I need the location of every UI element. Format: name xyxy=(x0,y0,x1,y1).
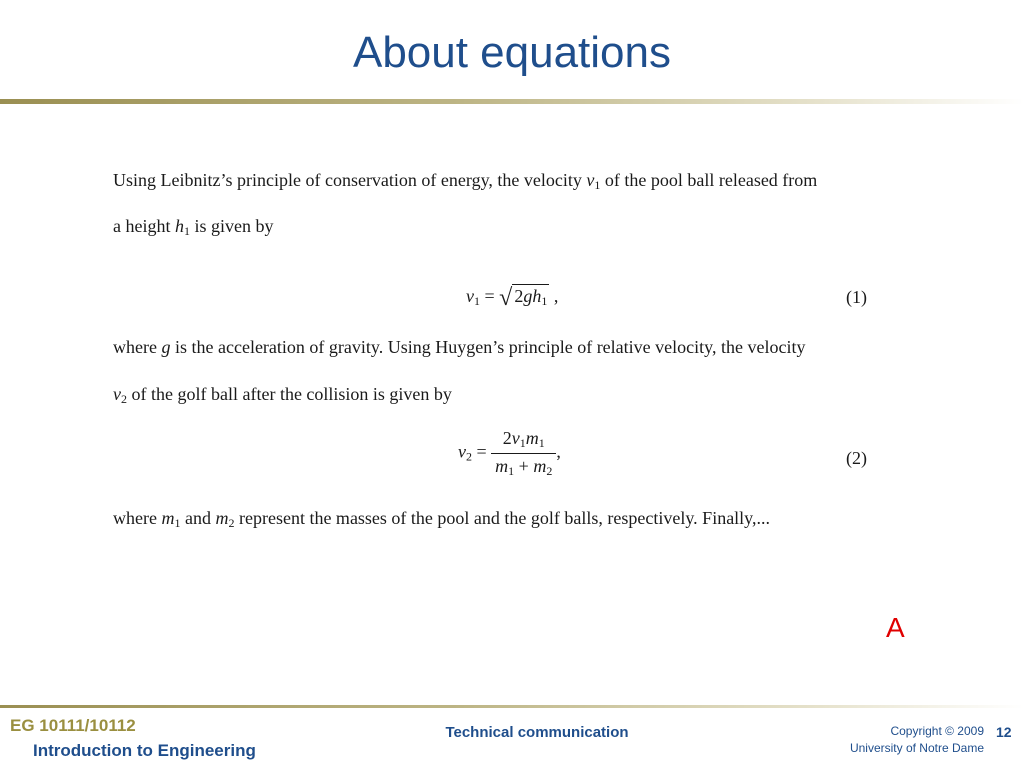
text-segment: of the golf ball after the collision is given by xyxy=(127,384,452,404)
text-segment: Using Leibnitz’s principle of conservation of energy, the velocity xyxy=(113,170,587,190)
equation-2 xyxy=(458,428,561,479)
subscript: 1 xyxy=(508,464,515,478)
footer-divider xyxy=(0,705,1024,708)
variable: v xyxy=(458,441,466,462)
text-segment: a height xyxy=(113,216,175,236)
variable: m xyxy=(525,428,539,448)
subscript: 2 xyxy=(121,392,127,406)
radicand xyxy=(512,284,549,309)
fraction xyxy=(491,428,556,479)
subscript: 1 xyxy=(474,294,480,308)
copyright-line-1: Copyright © 2009 xyxy=(890,724,984,738)
course-code: EG 10111/10112 xyxy=(10,716,136,735)
course-name: Introduction to Engineering xyxy=(33,741,256,760)
slide-title: About equations xyxy=(352,28,672,77)
subscript: 1 xyxy=(183,224,190,238)
copyright-line-2: University of Notre Dame xyxy=(849,741,984,755)
title-divider xyxy=(0,99,1024,104)
copyright xyxy=(850,723,984,757)
subscript: 2 xyxy=(466,449,472,464)
paragraph-1-line-2 xyxy=(113,216,923,239)
text-segment: is the acceleration of gravity. Using Huygen’s principle of relative velocity, the velocity xyxy=(170,337,806,357)
subscript: 2 xyxy=(546,464,553,478)
variable: v xyxy=(511,428,520,448)
plus-sign: + xyxy=(514,456,534,476)
variable: m xyxy=(161,508,175,528)
variable: m xyxy=(495,456,509,476)
paragraph-2-line-1 xyxy=(113,337,923,358)
variable: gh xyxy=(523,286,542,306)
radical-sign: √ xyxy=(499,285,513,311)
text-segment: where xyxy=(113,508,162,528)
page-number: 12 xyxy=(996,724,1012,740)
variable: g xyxy=(161,337,171,357)
subscript: 2 xyxy=(228,516,235,530)
coefficient: 2 xyxy=(514,286,524,306)
equals-sign: = xyxy=(472,441,492,462)
punctuation: , xyxy=(549,286,559,306)
numerator xyxy=(491,428,556,454)
variable: v xyxy=(113,384,121,404)
subscript: 1 xyxy=(538,436,545,450)
variable: m xyxy=(215,508,229,528)
text-segment: of the pool ball released from xyxy=(600,170,818,190)
paragraph-2-line-2 xyxy=(113,384,923,407)
text-segment: and xyxy=(180,508,216,528)
square-root xyxy=(499,284,549,309)
text-segment: represent the masses of the pool and the golf balls, respectively. Finally,... xyxy=(234,508,771,528)
equation-1 xyxy=(466,284,558,309)
paragraph-3 xyxy=(113,508,923,531)
annotation-marker: A xyxy=(886,612,905,643)
denominator xyxy=(491,454,556,479)
paragraph-1-line-1 xyxy=(113,170,923,193)
equation-1-number: (1) xyxy=(846,287,867,307)
equals-sign: = xyxy=(480,286,500,306)
variable: v xyxy=(466,286,474,306)
coefficient: 2 xyxy=(502,428,512,448)
text-segment: where xyxy=(113,337,162,357)
subscript: 1 xyxy=(519,436,526,450)
subscript: 1 xyxy=(541,294,548,308)
subscript: 1 xyxy=(174,516,181,530)
variable: h xyxy=(174,216,184,236)
variable: v xyxy=(586,170,595,190)
equation-2-number: (2) xyxy=(846,448,867,468)
variable: m xyxy=(533,456,547,476)
punctuation: , xyxy=(556,441,561,462)
subscript: 1 xyxy=(594,178,601,192)
footer-topic: Technical communication xyxy=(445,724,629,741)
text-segment: is given by xyxy=(189,216,274,236)
